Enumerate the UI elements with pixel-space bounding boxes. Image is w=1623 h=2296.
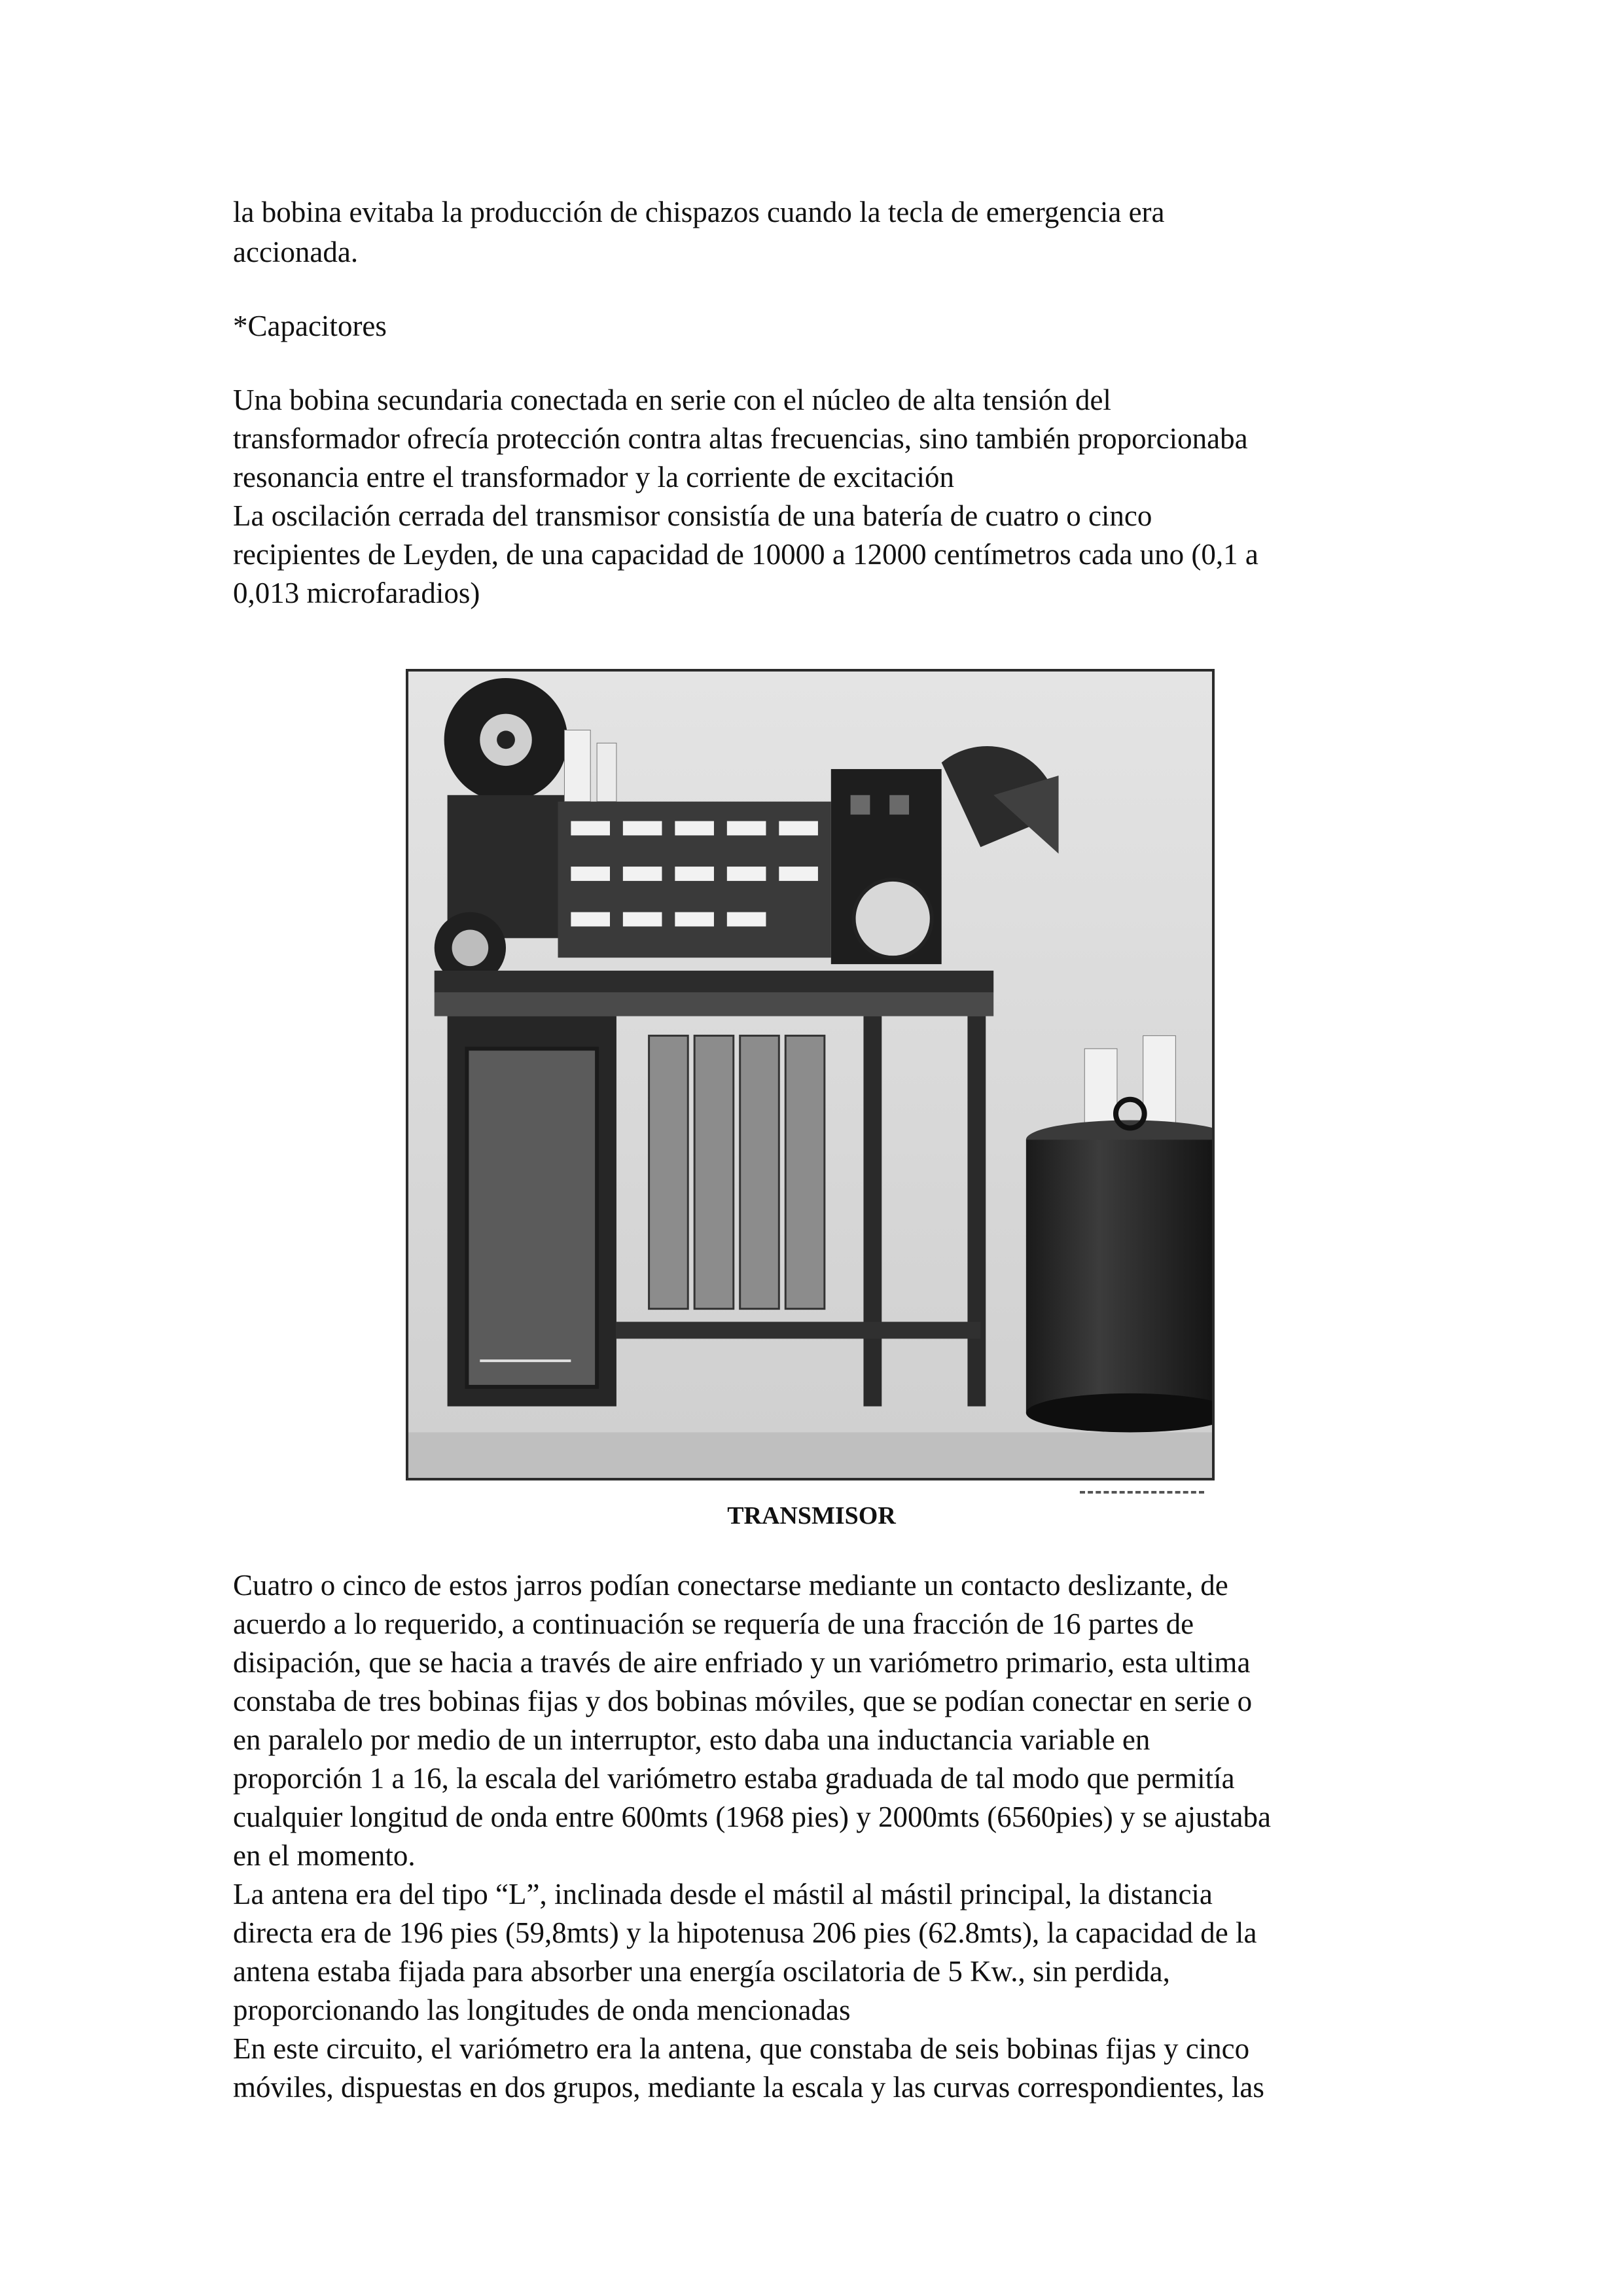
transmitter-photo (406, 669, 1215, 1480)
text-line: transformador ofrecía protección contra altas frecuencias, sino también proporcionaba (233, 422, 1248, 455)
section-heading: *Capacitores (233, 310, 387, 342)
text-line: La oscilación cerrada del transmisor consistía de una batería de cuatro o cinco (233, 499, 1152, 532)
text-line: resonancia entre el transformador y la corriente de excitación (233, 461, 954, 493)
text-line: La antena era del tipo “L”, inclinada desde el mástil al mástil principal, la distancia (233, 1878, 1213, 1910)
text-line: antena estaba fijada para absorber una energía oscilatoria de 5 Kw., sin perdida, (233, 1955, 1170, 1988)
text-line: disipación, que se hacia a través de aire enfriado y un variómetro primario, esta ultima (233, 1646, 1251, 1679)
text-line: Una bobina secundaria conectada en serie con el núcleo de alta tensión del (233, 384, 1111, 416)
transmitter-illustration (408, 672, 1212, 1478)
text-line: directa era de 196 pies (59,8mts) y la hipotenusa 206 pies (62.8mts), la capacidad de la (233, 1916, 1257, 1949)
photo-corner-mark (1080, 1491, 1204, 1500)
text-line: recipientes de Leyden, de una capacidad de 10000 a 12000 centímetros cada uno (0,1 a (233, 538, 1258, 571)
text-line: En este circuito, el variómetro era la antena, que constaba de seis bobinas fijas y cinco (233, 2032, 1250, 2065)
text-line: 0,013 microfaradios) (233, 577, 480, 609)
text-line: móviles, dispuestas en dos grupos, mediante la escala y las curvas correspondientes, las (233, 2071, 1264, 2104)
text-line: accionada. (233, 236, 359, 268)
text-line: acuerdo a lo requerido, a continuación se requería de una fracción de 16 partes de (233, 1607, 1194, 1640)
text-line: en el momento. (233, 1839, 416, 1872)
text-line: en paralelo por medio de un interruptor, esto daba una inductancia variable en (233, 1723, 1150, 1756)
text-line: constaba de tres bobinas fijas y dos bobinas móviles, que se podían conectar en serie o (233, 1685, 1253, 1717)
figure-caption: TRANSMISOR (727, 1502, 896, 1530)
text-line: proporción 1 a 16, la escala del variómetro estaba graduada de tal modo que permitía (233, 1762, 1235, 1795)
text-line: la bobina evitaba la producción de chispazos cuando la tecla de emergencia era (233, 196, 1165, 228)
text-line: proporcionando las longitudes de onda mencionadas (233, 1994, 851, 2026)
text-line: cualquier longitud de onda entre 600mts (1968 pies) y 2000mts (6560pies) y se ajustaba (233, 1801, 1271, 1833)
text-line: Cuatro o cinco de estos jarros podían conectarse mediante un contacto deslizante, de (233, 1569, 1228, 1602)
